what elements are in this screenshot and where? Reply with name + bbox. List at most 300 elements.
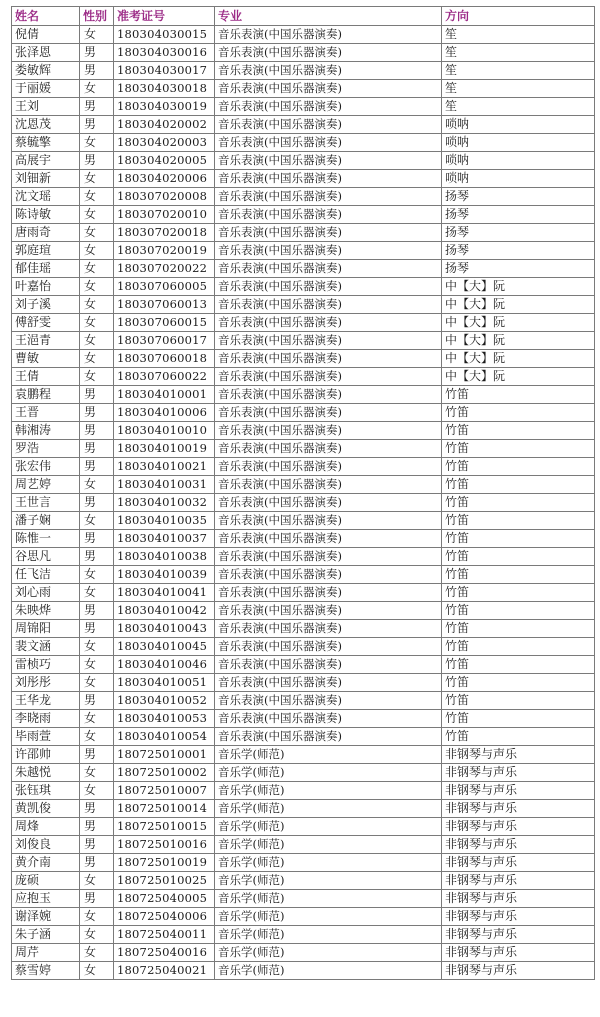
cell-direction: 竹笛: [442, 530, 595, 548]
cell-direction: 竹笛: [442, 404, 595, 422]
cell-exam-id: 180304010019: [114, 440, 215, 458]
cell-name: 韩湘涛: [12, 422, 80, 440]
cell-sex: 男: [80, 692, 114, 710]
cell-direction: 唢呐: [442, 170, 595, 188]
cell-direction: 非钢琴与声乐: [442, 908, 595, 926]
cell-sex: 女: [80, 260, 114, 278]
cell-major: 音乐学(师范): [215, 890, 442, 908]
cell-exam-id: 180304030018: [114, 80, 215, 98]
cell-name: 朱子涵: [12, 926, 80, 944]
table-row: [12, 404, 595, 422]
cell-sex: 女: [80, 872, 114, 890]
table-row: [12, 890, 595, 908]
cell-sex: 男: [80, 602, 114, 620]
table-row: [12, 386, 595, 404]
cell-direction: 竹笛: [442, 422, 595, 440]
cell-direction: 扬琴: [442, 206, 595, 224]
cell-exam-id: 180304010021: [114, 458, 215, 476]
cell-name: 裴文涵: [12, 638, 80, 656]
cell-exam-id: 180304010045: [114, 638, 215, 656]
cell-exam-id: 180307020018: [114, 224, 215, 242]
cell-sex: 女: [80, 926, 114, 944]
cell-exam-id: 180307020010: [114, 206, 215, 224]
cell-exam-id: 180725010007: [114, 782, 215, 800]
cell-name: 高展宇: [12, 152, 80, 170]
cell-name: 雷桢巧: [12, 656, 80, 674]
table-row: [12, 296, 595, 314]
cell-major: 音乐表演(中国乐器演奏): [215, 224, 442, 242]
cell-sex: 男: [80, 746, 114, 764]
cell-name: 于丽媛: [12, 80, 80, 98]
table-row: [12, 314, 595, 332]
cell-sex: 女: [80, 476, 114, 494]
cell-major: 音乐表演(中国乐器演奏): [215, 350, 442, 368]
cell-major: 音乐表演(中国乐器演奏): [215, 134, 442, 152]
cell-sex: 女: [80, 224, 114, 242]
table-row: [12, 854, 595, 872]
cell-name: 张宏伟: [12, 458, 80, 476]
cell-major: 音乐表演(中国乐器演奏): [215, 566, 442, 584]
table-row: [12, 638, 595, 656]
table-row: [12, 926, 595, 944]
table-row: [12, 728, 595, 746]
cell-exam-id: 180304030015: [114, 26, 215, 44]
cell-name: 王晋: [12, 404, 80, 422]
cell-exam-id: 180304010038: [114, 548, 215, 566]
cell-name: 陈诗敏: [12, 206, 80, 224]
cell-exam-id: 180304030019: [114, 98, 215, 116]
cell-direction: 笙: [442, 98, 595, 116]
cell-exam-id: 180725040011: [114, 926, 215, 944]
cell-major: 音乐表演(中国乐器演奏): [215, 278, 442, 296]
cell-exam-id: 180307020019: [114, 242, 215, 260]
cell-major: 音乐表演(中国乐器演奏): [215, 44, 442, 62]
cell-direction: 竹笛: [442, 638, 595, 656]
cell-direction: 非钢琴与声乐: [442, 890, 595, 908]
cell-exam-id: 180304030017: [114, 62, 215, 80]
cell-major: 音乐表演(中国乐器演奏): [215, 476, 442, 494]
cell-direction: 非钢琴与声乐: [442, 782, 595, 800]
table-row: [12, 836, 595, 854]
cell-sex: 男: [80, 152, 114, 170]
cell-exam-id: 180307060005: [114, 278, 215, 296]
cell-sex: 女: [80, 674, 114, 692]
cell-direction: 非钢琴与声乐: [442, 818, 595, 836]
cell-sex: 女: [80, 908, 114, 926]
table-row: [12, 674, 595, 692]
cell-major: 音乐表演(中国乐器演奏): [215, 494, 442, 512]
cell-major: 音乐学(师范): [215, 764, 442, 782]
cell-name: 唐雨奇: [12, 224, 80, 242]
table-row: [12, 458, 595, 476]
cell-sex: 女: [80, 206, 114, 224]
cell-exam-id: 180307020008: [114, 188, 215, 206]
table-row: [12, 494, 595, 512]
cell-direction: 竹笛: [442, 458, 595, 476]
cell-direction: 竹笛: [442, 386, 595, 404]
cell-direction: 竹笛: [442, 620, 595, 638]
cell-direction: 非钢琴与声乐: [442, 962, 595, 980]
table-row: [12, 116, 595, 134]
table-row: [12, 44, 595, 62]
cell-major: 音乐表演(中国乐器演奏): [215, 458, 442, 476]
cell-name: 王刘: [12, 98, 80, 116]
cell-exam-id: 180307060022: [114, 368, 215, 386]
cell-direction: 中【大】阮: [442, 332, 595, 350]
cell-exam-id: 180725040021: [114, 962, 215, 980]
cell-major: 音乐表演(中国乐器演奏): [215, 584, 442, 602]
cell-direction: 中【大】阮: [442, 314, 595, 332]
cell-direction: 竹笛: [442, 548, 595, 566]
cell-sex: 男: [80, 404, 114, 422]
cell-major: 音乐表演(中国乐器演奏): [215, 674, 442, 692]
cell-exam-id: 180304010054: [114, 728, 215, 746]
table-row: [12, 692, 595, 710]
cell-major: 音乐表演(中国乐器演奏): [215, 422, 442, 440]
cell-name: 谷思凡: [12, 548, 80, 566]
cell-name: 黄介南: [12, 854, 80, 872]
cell-sex: 男: [80, 422, 114, 440]
cell-name: 王倩: [12, 368, 80, 386]
cell-direction: 笙: [442, 62, 595, 80]
cell-name: 王浥青: [12, 332, 80, 350]
cell-exam-id: 180725040005: [114, 890, 215, 908]
cell-direction: 竹笛: [442, 494, 595, 512]
cell-sex: 女: [80, 332, 114, 350]
table-row: [12, 566, 595, 584]
cell-major: 音乐表演(中国乐器演奏): [215, 332, 442, 350]
cell-exam-id: 180304020002: [114, 116, 215, 134]
cell-major: 音乐学(师范): [215, 782, 442, 800]
cell-sex: 女: [80, 170, 114, 188]
table-row: [12, 602, 595, 620]
cell-sex: 女: [80, 242, 114, 260]
cell-exam-id: 180304030016: [114, 44, 215, 62]
cell-major: 音乐表演(中国乐器演奏): [215, 314, 442, 332]
table-row: [12, 530, 595, 548]
cell-name: 应抱玉: [12, 890, 80, 908]
cell-major: 音乐学(师范): [215, 872, 442, 890]
cell-major: 音乐表演(中国乐器演奏): [215, 152, 442, 170]
table-row: [12, 98, 595, 116]
cell-name: 潘子娴: [12, 512, 80, 530]
cell-sex: 女: [80, 584, 114, 602]
cell-name: 郭庭瑄: [12, 242, 80, 260]
cell-sex: 女: [80, 296, 114, 314]
cell-sex: 女: [80, 350, 114, 368]
cell-name: 谢泽婉: [12, 908, 80, 926]
cell-name: 朱越悦: [12, 764, 80, 782]
cell-direction: 扬琴: [442, 224, 595, 242]
cell-exam-id: 180304010035: [114, 512, 215, 530]
cell-direction: 中【大】阮: [442, 296, 595, 314]
cell-major: 音乐表演(中国乐器演奏): [215, 26, 442, 44]
cell-exam-id: 180725010016: [114, 836, 215, 854]
cell-direction: 竹笛: [442, 674, 595, 692]
cell-name: 黄凯俊: [12, 800, 80, 818]
cell-name: 许邵帅: [12, 746, 80, 764]
cell-name: 倪倩: [12, 26, 80, 44]
column-header-direction: 方向: [442, 7, 595, 26]
cell-direction: 竹笛: [442, 710, 595, 728]
cell-direction: 非钢琴与声乐: [442, 926, 595, 944]
cell-direction: 竹笛: [442, 584, 595, 602]
cell-name: 沈文瑶: [12, 188, 80, 206]
cell-sex: 男: [80, 800, 114, 818]
cell-direction: 扬琴: [442, 260, 595, 278]
cell-sex: 男: [80, 458, 114, 476]
cell-sex: 女: [80, 314, 114, 332]
cell-direction: 中【大】阮: [442, 278, 595, 296]
cell-sex: 女: [80, 728, 114, 746]
cell-direction: 中【大】阮: [442, 350, 595, 368]
cell-sex: 女: [80, 764, 114, 782]
cell-major: 音乐表演(中国乐器演奏): [215, 530, 442, 548]
cell-direction: 非钢琴与声乐: [442, 854, 595, 872]
cell-exam-id: 180304020003: [114, 134, 215, 152]
cell-name: 娄敏辉: [12, 62, 80, 80]
cell-major: 音乐学(师范): [215, 908, 442, 926]
cell-direction: 竹笛: [442, 692, 595, 710]
cell-sex: 男: [80, 548, 114, 566]
cell-exam-id: 180304010039: [114, 566, 215, 584]
cell-exam-id: 180304010006: [114, 404, 215, 422]
cell-name: 曹敏: [12, 350, 80, 368]
cell-sex: 男: [80, 62, 114, 80]
cell-major: 音乐表演(中国乐器演奏): [215, 386, 442, 404]
cell-exam-id: 180304010051: [114, 674, 215, 692]
cell-exam-id: 180725040006: [114, 908, 215, 926]
cell-exam-id: 180307060018: [114, 350, 215, 368]
table-row: [12, 440, 595, 458]
cell-major: 音乐表演(中国乐器演奏): [215, 692, 442, 710]
cell-sex: 女: [80, 134, 114, 152]
cell-major: 音乐学(师范): [215, 962, 442, 980]
cell-direction: 扬琴: [442, 242, 595, 260]
cell-name: 周锦阳: [12, 620, 80, 638]
cell-sex: 男: [80, 818, 114, 836]
cell-name: 沈恩茂: [12, 116, 80, 134]
table-row: [12, 476, 595, 494]
table-row: [12, 350, 595, 368]
table-row: [12, 800, 595, 818]
cell-major: 音乐表演(中国乐器演奏): [215, 296, 442, 314]
cell-exam-id: 180304010052: [114, 692, 215, 710]
cell-major: 音乐学(师范): [215, 854, 442, 872]
cell-name: 张钰琪: [12, 782, 80, 800]
cell-direction: 竹笛: [442, 602, 595, 620]
cell-direction: 非钢琴与声乐: [442, 800, 595, 818]
cell-exam-id: 180725010019: [114, 854, 215, 872]
cell-major: 音乐学(师范): [215, 944, 442, 962]
cell-sex: 女: [80, 26, 114, 44]
cell-direction: 非钢琴与声乐: [442, 944, 595, 962]
cell-direction: 非钢琴与声乐: [442, 836, 595, 854]
table-row: [12, 620, 595, 638]
cell-major: 音乐学(师范): [215, 800, 442, 818]
cell-sex: 女: [80, 710, 114, 728]
cell-name: 袁鹏程: [12, 386, 80, 404]
cell-direction: 非钢琴与声乐: [442, 872, 595, 890]
cell-exam-id: 180304010041: [114, 584, 215, 602]
cell-major: 音乐表演(中国乐器演奏): [215, 206, 442, 224]
cell-exam-id: 180725040016: [114, 944, 215, 962]
cell-direction: 唢呐: [442, 152, 595, 170]
cell-exam-id: 180725010014: [114, 800, 215, 818]
cell-sex: 女: [80, 188, 114, 206]
cell-name: 刘心雨: [12, 584, 80, 602]
cell-name: 任飞洁: [12, 566, 80, 584]
table-row: [12, 422, 595, 440]
cell-name: 蔡雪婷: [12, 962, 80, 980]
table-row: [12, 224, 595, 242]
cell-exam-id: 180304020006: [114, 170, 215, 188]
cell-name: 郁佳瑶: [12, 260, 80, 278]
cell-major: 音乐学(师范): [215, 836, 442, 854]
table-row: [12, 782, 595, 800]
cell-name: 朱映烨: [12, 602, 80, 620]
cell-major: 音乐表演(中国乐器演奏): [215, 548, 442, 566]
cell-sex: 女: [80, 566, 114, 584]
cell-major: 音乐表演(中国乐器演奏): [215, 656, 442, 674]
cell-major: 音乐表演(中国乐器演奏): [215, 98, 442, 116]
cell-exam-id: 180304010032: [114, 494, 215, 512]
cell-exam-id: 180304020005: [114, 152, 215, 170]
cell-name: 罗浩: [12, 440, 80, 458]
cell-major: 音乐表演(中国乐器演奏): [215, 80, 442, 98]
cell-direction: 竹笛: [442, 566, 595, 584]
table-row: [12, 278, 595, 296]
cell-sex: 男: [80, 98, 114, 116]
cell-name: 陈惟一: [12, 530, 80, 548]
table-row: [12, 656, 595, 674]
table-row: [12, 746, 595, 764]
cell-name: 周芹: [12, 944, 80, 962]
cell-major: 音乐表演(中国乐器演奏): [215, 638, 442, 656]
cell-sex: 男: [80, 890, 114, 908]
cell-major: 音乐表演(中国乐器演奏): [215, 260, 442, 278]
cell-direction: 笙: [442, 44, 595, 62]
cell-name: 蔡毓擎: [12, 134, 80, 152]
cell-direction: 唢呐: [442, 116, 595, 134]
cell-direction: 笙: [442, 26, 595, 44]
cell-direction: 竹笛: [442, 440, 595, 458]
cell-major: 音乐表演(中国乐器演奏): [215, 620, 442, 638]
cell-exam-id: 180307060013: [114, 296, 215, 314]
table-row: [12, 368, 595, 386]
cell-direction: 笙: [442, 80, 595, 98]
table-row: [12, 260, 595, 278]
cell-exam-id: 180304010037: [114, 530, 215, 548]
cell-direction: 竹笛: [442, 512, 595, 530]
cell-exam-id: 180307020022: [114, 260, 215, 278]
cell-major: 音乐表演(中国乐器演奏): [215, 170, 442, 188]
cell-direction: 非钢琴与声乐: [442, 764, 595, 782]
cell-major: 音乐表演(中国乐器演奏): [215, 62, 442, 80]
cell-name: 刘子溪: [12, 296, 80, 314]
cell-name: 刘彤彤: [12, 674, 80, 692]
cell-name: 李晓雨: [12, 710, 80, 728]
cell-major: 音乐表演(中国乐器演奏): [215, 602, 442, 620]
cell-exam-id: 180304010001: [114, 386, 215, 404]
cell-sex: 男: [80, 494, 114, 512]
table-row: [12, 80, 595, 98]
table-row: [12, 170, 595, 188]
table-row: [12, 134, 595, 152]
cell-name: 毕雨萱: [12, 728, 80, 746]
table-row: [12, 512, 595, 530]
table-row: [12, 152, 595, 170]
cell-direction: 中【大】阮: [442, 368, 595, 386]
cell-exam-id: 180307060017: [114, 332, 215, 350]
table-row: [12, 206, 595, 224]
cell-sex: 女: [80, 962, 114, 980]
cell-exam-id: 180304010043: [114, 620, 215, 638]
cell-exam-id: 180304010042: [114, 602, 215, 620]
cell-direction: 扬琴: [442, 188, 595, 206]
cell-exam-id: 180307060015: [114, 314, 215, 332]
table-row: [12, 26, 595, 44]
table-row: [12, 710, 595, 728]
cell-name: 傅舒雯: [12, 314, 80, 332]
table-row: [12, 584, 595, 602]
cell-name: 刘俊良: [12, 836, 80, 854]
cell-major: 音乐表演(中国乐器演奏): [215, 710, 442, 728]
cell-direction: 竹笛: [442, 656, 595, 674]
cell-sex: 女: [80, 512, 114, 530]
cell-sex: 女: [80, 368, 114, 386]
cell-name: 周烽: [12, 818, 80, 836]
cell-exam-id: 180304010046: [114, 656, 215, 674]
cell-direction: 唢呐: [442, 134, 595, 152]
admission-list-sheet: [11, 6, 594, 980]
table-body: [12, 26, 595, 980]
column-header-sex: 性别: [80, 7, 114, 26]
cell-major: 音乐表演(中国乐器演奏): [215, 728, 442, 746]
cell-exam-id: 180725010001: [114, 746, 215, 764]
cell-sex: 男: [80, 116, 114, 134]
table-row: [12, 944, 595, 962]
cell-sex: 男: [80, 854, 114, 872]
cell-exam-id: 180304010031: [114, 476, 215, 494]
cell-exam-id: 180725010025: [114, 872, 215, 890]
table-row: [12, 62, 595, 80]
cell-major: 音乐表演(中国乐器演奏): [215, 404, 442, 422]
cell-sex: 男: [80, 440, 114, 458]
cell-exam-id: 180725010002: [114, 764, 215, 782]
cell-major: 音乐学(师范): [215, 926, 442, 944]
table-row: [12, 908, 595, 926]
cell-sex: 男: [80, 836, 114, 854]
cell-name: 王华龙: [12, 692, 80, 710]
cell-name: 庞硕: [12, 872, 80, 890]
table-header: [12, 7, 595, 26]
cell-name: 叶嘉怡: [12, 278, 80, 296]
cell-sex: 女: [80, 638, 114, 656]
cell-direction: 竹笛: [442, 476, 595, 494]
table-row: [12, 242, 595, 260]
column-header-id: 准考证号: [114, 7, 215, 26]
cell-sex: 女: [80, 80, 114, 98]
cell-exam-id: 180725010015: [114, 818, 215, 836]
cell-major: 音乐学(师范): [215, 818, 442, 836]
cell-sex: 女: [80, 944, 114, 962]
cell-major: 音乐表演(中国乐器演奏): [215, 242, 442, 260]
cell-name: 张泽恩: [12, 44, 80, 62]
cell-major: 音乐学(师范): [215, 746, 442, 764]
table-row: [12, 962, 595, 980]
cell-major: 音乐表演(中国乐器演奏): [215, 440, 442, 458]
